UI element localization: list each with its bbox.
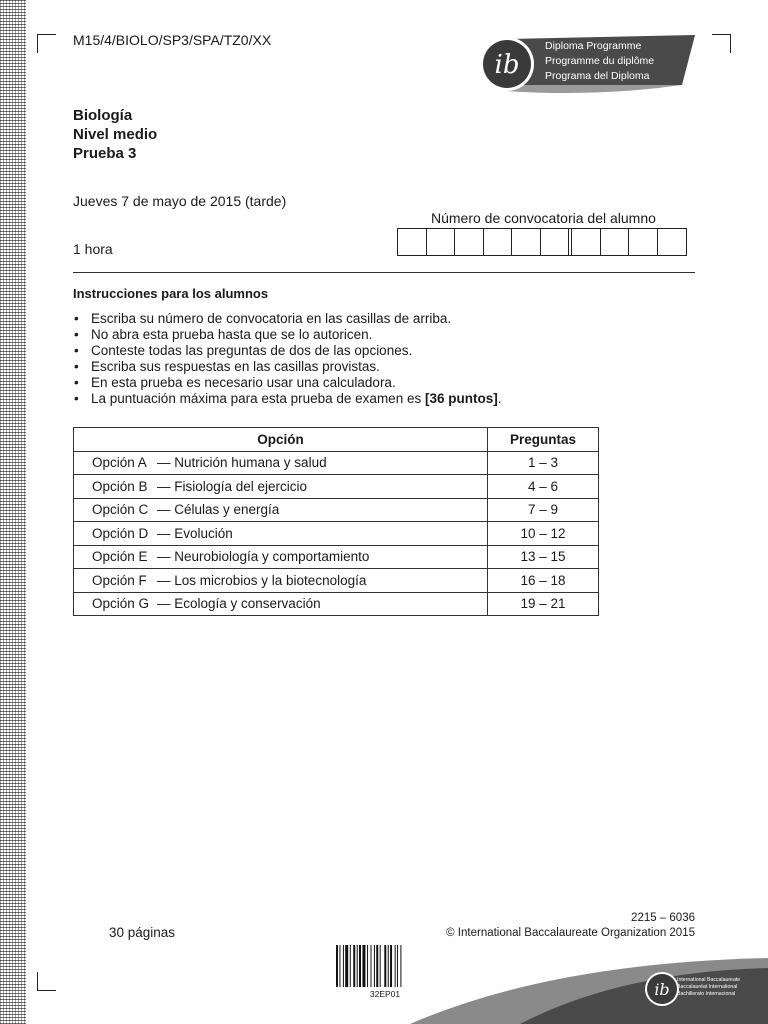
max-points: [36 puntos] bbox=[424, 391, 498, 406]
barcode-bar bbox=[374, 945, 375, 987]
option-topic: — Evolución bbox=[157, 525, 233, 541]
option-cell bbox=[74, 498, 488, 522]
question-range: 10 – 12 bbox=[488, 522, 599, 546]
subject-level: Nivel medio bbox=[73, 126, 158, 143]
instruction-item: • Conteste todas las preguntas de dos de las opciones. bbox=[73, 343, 501, 359]
question-range: 1 – 3 bbox=[488, 451, 599, 475]
candidate-digit-box[interactable] bbox=[512, 229, 541, 255]
barcode-bar bbox=[397, 945, 398, 987]
option-topic: — Fisiología del ejercicio bbox=[157, 478, 308, 494]
barcode-label: 32EP01 bbox=[369, 989, 401, 999]
instruction-item: • Escriba sus respuestas en las casillas provistas. bbox=[73, 359, 501, 375]
option-row bbox=[74, 451, 599, 475]
candidate-digit-box[interactable] bbox=[455, 229, 484, 255]
option-row bbox=[74, 498, 599, 522]
option-topic: — Ecología y conservación bbox=[157, 596, 321, 612]
option-topic: — Nutrición humana y salud bbox=[157, 455, 327, 471]
candidate-digit-box[interactable] bbox=[398, 229, 427, 255]
barcode-bar bbox=[367, 945, 368, 987]
copyright-notice: © International Baccalaureate Organization 2015 bbox=[446, 927, 695, 939]
crop-mark-bottom-left bbox=[37, 972, 56, 991]
instruction-item: • No abra esta prueba hasta que se lo autoricen. bbox=[73, 327, 501, 343]
option-cell bbox=[74, 569, 488, 593]
option-name: Opción A bbox=[92, 455, 147, 471]
instructions-title: Instrucciones para los alumnos bbox=[73, 286, 269, 301]
instruction-item-max-points: • La puntuación máxima para esta prueba de examen es [36 puntos]. bbox=[73, 391, 501, 407]
option-topic: — Neurobiología y comportamiento bbox=[157, 549, 370, 565]
candidate-digit-box[interactable] bbox=[629, 229, 658, 255]
question-range: 16 – 18 bbox=[488, 569, 599, 593]
barcode-bar bbox=[380, 945, 381, 987]
logo-programme-lines: Diploma Programme Programme du diplôme Programa del Diploma bbox=[545, 40, 655, 82]
subject-block bbox=[73, 106, 157, 163]
barcode-bar bbox=[371, 945, 372, 987]
candidate-number-boxes[interactable] bbox=[397, 228, 687, 256]
question-range: 7 – 9 bbox=[488, 498, 599, 522]
option-cell bbox=[74, 451, 488, 475]
option-cell bbox=[74, 522, 488, 546]
barcode-bar bbox=[353, 945, 355, 987]
instruction-item: • Escriba su número de convocatoria en las casillas de arriba. bbox=[73, 311, 501, 327]
barcode-bar bbox=[388, 945, 389, 987]
candidate-digit-box[interactable] bbox=[541, 229, 570, 255]
paper-reference: 2215 – 6036 bbox=[631, 912, 695, 924]
column-header-option: Opción bbox=[74, 428, 488, 452]
barcode-bar bbox=[336, 945, 338, 987]
exam-date: Jueves 7 de mayo de 2015 (tarde) bbox=[73, 193, 287, 209]
candidate-number-label: Número de convocatoria del alumno bbox=[431, 210, 656, 226]
crop-mark-top-left bbox=[37, 34, 56, 53]
barcode-bar bbox=[390, 945, 392, 987]
option-row bbox=[74, 475, 599, 499]
option-topic: — Células y energía bbox=[157, 502, 280, 518]
barcode-bar bbox=[339, 945, 340, 987]
barcode-bar bbox=[362, 945, 365, 987]
barcode-bar bbox=[345, 945, 348, 987]
option-name: Opción C bbox=[92, 502, 149, 518]
question-range: 13 – 15 bbox=[488, 545, 599, 569]
option-name: Opción F bbox=[92, 572, 147, 588]
question-range: 4 – 6 bbox=[488, 475, 599, 499]
barcode-bar bbox=[376, 945, 378, 987]
barcode-bar bbox=[395, 945, 396, 987]
option-cell bbox=[74, 592, 488, 616]
instructions-list bbox=[73, 311, 501, 407]
candidate-digit-box[interactable] bbox=[601, 229, 630, 255]
crop-mark-top-right bbox=[712, 34, 731, 53]
option-row bbox=[74, 545, 599, 569]
barcode-bar bbox=[359, 945, 361, 987]
option-cell bbox=[74, 475, 488, 499]
svg-text:ib: ib bbox=[494, 50, 520, 80]
option-row bbox=[74, 522, 599, 546]
logo-organization-lines: International Baccalaureate Baccalauréat International Bachillerato Internacional bbox=[677, 977, 741, 997]
page-count: 30 páginas bbox=[109, 925, 176, 940]
option-name: Opción G bbox=[92, 596, 150, 612]
barcode-bar bbox=[357, 945, 358, 987]
exam-code: M15/4/BIOLO/SP3/SPA/TZ0/XX bbox=[73, 32, 272, 48]
option-cell bbox=[74, 545, 488, 569]
option-name: Opción D bbox=[92, 525, 149, 541]
barcode-bar bbox=[343, 945, 344, 987]
exam-duration: 1 hora bbox=[73, 241, 113, 257]
option-topic: — Los microbios y la biotecnología bbox=[157, 572, 367, 588]
svg-text:ib: ib bbox=[654, 980, 670, 999]
barcode-bar bbox=[350, 945, 351, 987]
barcode-bar bbox=[384, 945, 386, 987]
header-divider bbox=[73, 272, 695, 273]
candidate-digit-box[interactable] bbox=[484, 229, 513, 255]
option-name: Opción E bbox=[92, 549, 148, 565]
question-range: 19 – 21 bbox=[488, 592, 599, 616]
candidate-digit-box[interactable] bbox=[658, 229, 687, 255]
scan-edge-hatch bbox=[0, 0, 26, 1024]
subject-title: Biología bbox=[73, 107, 133, 124]
instruction-item: • En esta prueba es necesario usar una calculadora. bbox=[73, 375, 501, 391]
option-name: Opción B bbox=[92, 478, 148, 494]
column-header-questions: Preguntas bbox=[488, 428, 599, 452]
paper-number: Prueba 3 bbox=[73, 145, 137, 162]
options-table bbox=[73, 427, 599, 616]
option-row bbox=[74, 569, 599, 593]
candidate-digit-box[interactable] bbox=[572, 229, 601, 255]
candidate-digit-box[interactable] bbox=[427, 229, 456, 255]
option-row bbox=[74, 592, 599, 616]
